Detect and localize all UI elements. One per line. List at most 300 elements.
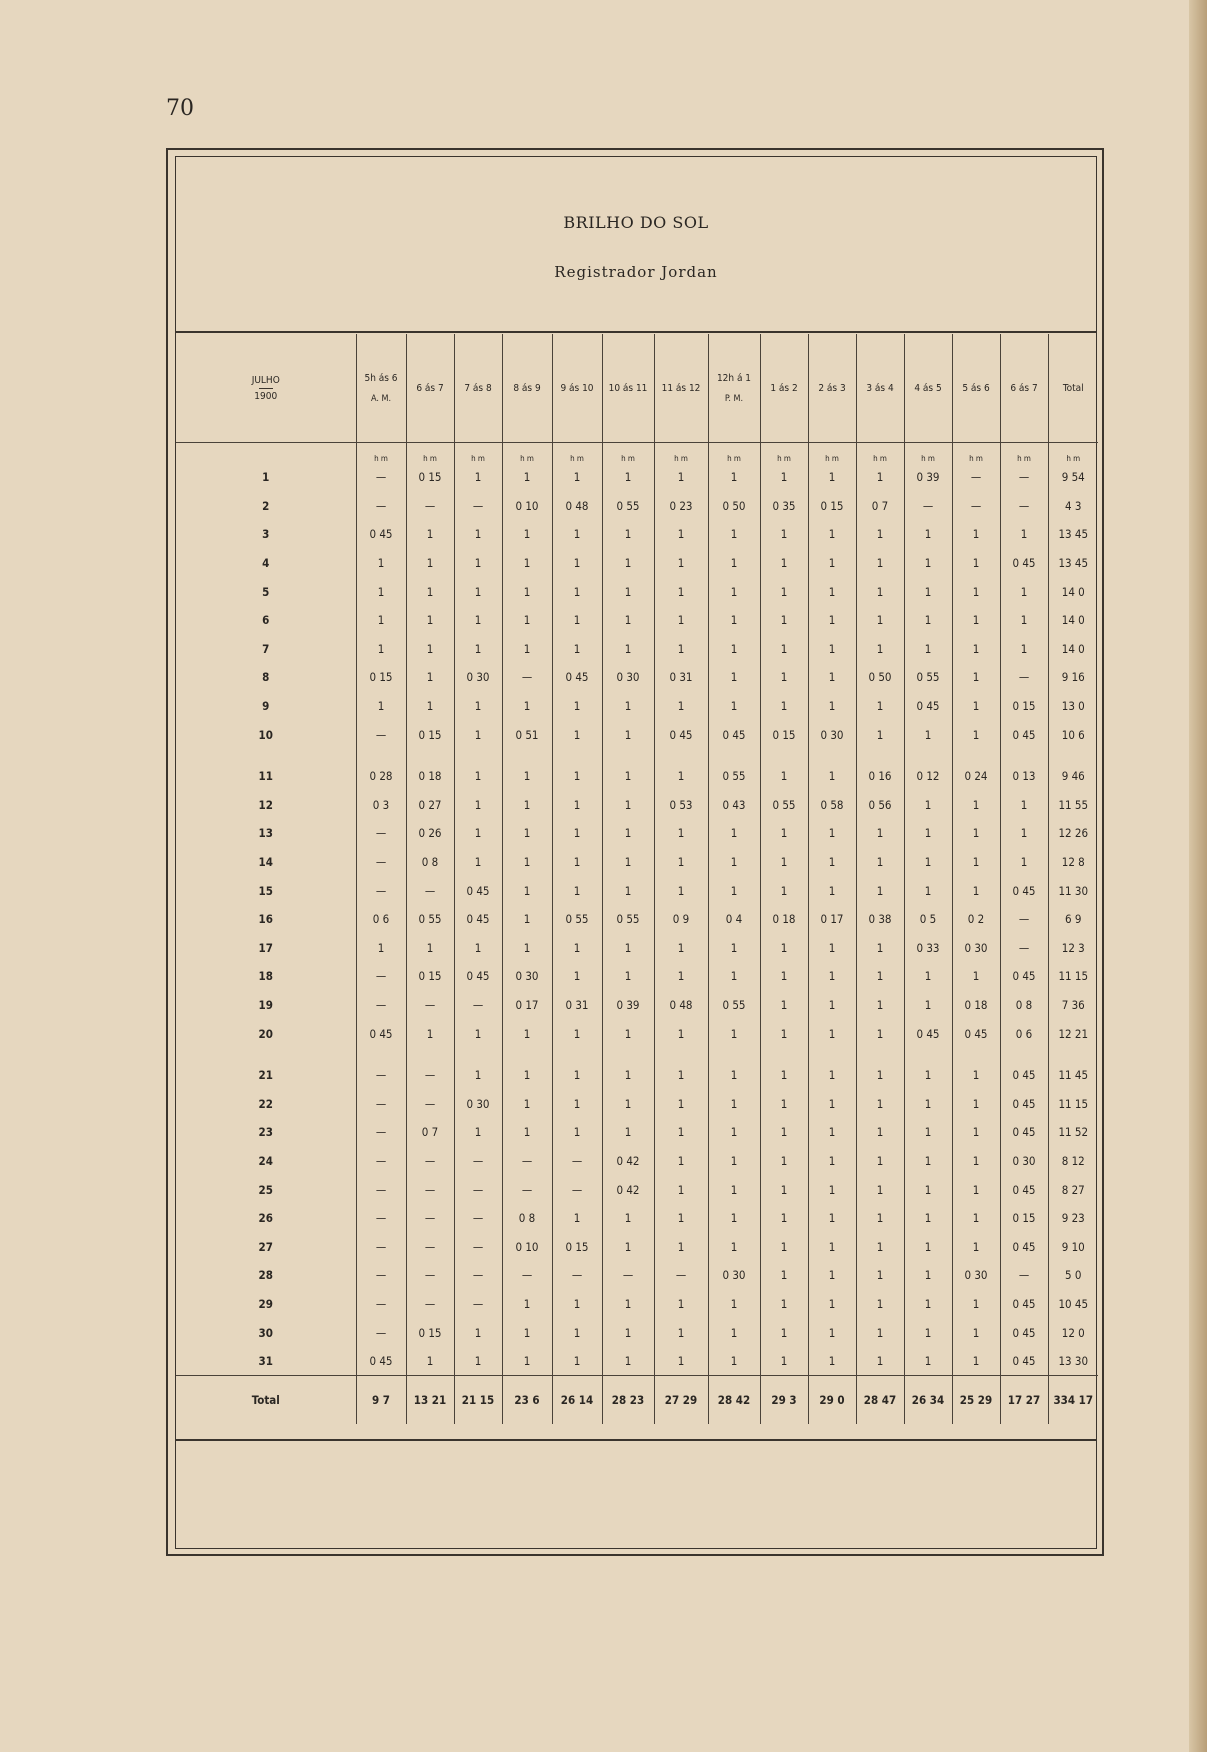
value-cell: 1 — [454, 1118, 502, 1147]
value-cell: 0 45 — [1000, 1318, 1048, 1347]
table-subtitle: Registrador Jordan — [554, 263, 718, 281]
value-cell: 1 — [552, 848, 602, 877]
gap-cell — [406, 749, 454, 762]
value-cell: 1 — [708, 463, 760, 492]
day-cell: 21 — [258, 1068, 273, 1083]
value-cell: 1 — [708, 1347, 760, 1376]
total-cell: 28 47 — [856, 1376, 904, 1425]
value-cell: 1 — [760, 876, 808, 905]
value-cell: 1 — [654, 1347, 708, 1376]
units-cell: h m — [552, 443, 602, 464]
value-cell: 1 — [454, 549, 502, 578]
value-cell: 1 — [454, 934, 502, 963]
value-cell: 1 — [356, 577, 406, 606]
value-cell: 10 45 — [1048, 1290, 1098, 1319]
value-cell: 1 — [952, 1147, 1000, 1176]
value-cell: 1 — [552, 549, 602, 578]
day-cell: 15 — [258, 883, 273, 898]
table-body — [176, 443, 1098, 1425]
value-cell: 1 — [454, 762, 502, 791]
day-cell: 7 — [262, 641, 270, 656]
value-cell: 1 — [808, 962, 856, 991]
value-cell: 1 — [708, 1147, 760, 1176]
value-cell: — — [1000, 663, 1048, 692]
value-cell: 1 — [904, 1147, 952, 1176]
day-cell: 28 — [258, 1268, 273, 1283]
column-header-label: 5h ás 6 — [364, 372, 398, 384]
value-cell: 1 — [760, 549, 808, 578]
value-cell: 0 45 — [356, 1019, 406, 1048]
value-cell: 13 30 — [1048, 1347, 1098, 1376]
value-cell: 11 15 — [1048, 1089, 1098, 1118]
value-cell: 1 — [856, 1232, 904, 1261]
value-cell: 1 — [654, 1290, 708, 1319]
value-cell: 0 45 — [654, 720, 708, 749]
day-cell: 22 — [258, 1096, 273, 1111]
value-cell: 0 15 — [1000, 1204, 1048, 1233]
month-header — [176, 334, 356, 443]
value-cell: 1 — [454, 577, 502, 606]
value-cell: 0 53 — [654, 791, 708, 820]
value-cell: 1 — [904, 1347, 952, 1376]
value-cell: 1 — [552, 606, 602, 635]
table-row — [176, 934, 1098, 963]
value-cell: 1 — [952, 791, 1000, 820]
value-cell: 0 45 — [454, 905, 502, 934]
value-cell: 1 — [602, 1118, 654, 1147]
value-cell: 1 — [808, 692, 856, 721]
column-header: 9 ás 10 — [552, 334, 602, 443]
value-cell: 1 — [502, 762, 552, 791]
value-cell: 1 — [552, 962, 602, 991]
value-cell: 1 — [454, 819, 502, 848]
value-cell: 1 — [760, 1261, 808, 1290]
value-cell: 1 — [552, 1019, 602, 1048]
value-cell: 1 — [708, 1175, 760, 1204]
value-cell: 0 8 — [1000, 991, 1048, 1020]
value-cell: 0 15 — [406, 962, 454, 991]
value-cell: 0 6 — [356, 905, 406, 934]
value-cell: 1 — [502, 606, 552, 635]
value-cell: 8 12 — [1048, 1147, 1098, 1176]
table-row — [176, 692, 1098, 721]
value-cell: 1 — [760, 1089, 808, 1118]
gap-cell — [1048, 749, 1098, 762]
value-cell: 1 — [708, 848, 760, 877]
total-cell: 29 3 — [760, 1376, 808, 1425]
units-cell: h m — [602, 443, 654, 464]
gap-cell — [454, 1048, 502, 1061]
value-cell: 1 — [952, 819, 1000, 848]
value-cell: 1 — [904, 1232, 952, 1261]
value-cell: 9 23 — [1048, 1204, 1098, 1233]
value-cell: 1 — [654, 819, 708, 848]
month-divider — [259, 388, 273, 389]
units-cell: h m — [406, 443, 454, 464]
gap-cell — [502, 1048, 552, 1061]
value-cell: 0 55 — [602, 905, 654, 934]
value-cell: 0 45 — [1000, 1118, 1048, 1147]
value-cell: — — [952, 492, 1000, 521]
value-cell: 1 — [708, 819, 760, 848]
am-label: A. M. — [370, 393, 392, 404]
units-cell: h m — [760, 443, 808, 464]
value-cell: 1 — [952, 1089, 1000, 1118]
total-cell: 28 42 — [708, 1376, 760, 1425]
units-cell: h m — [808, 443, 856, 464]
value-cell: 0 18 — [952, 991, 1000, 1020]
value-cell: 1 — [856, 1118, 904, 1147]
day-cell: 11 — [258, 769, 273, 784]
value-cell: 0 30 — [952, 934, 1000, 963]
value-cell: 1 — [856, 848, 904, 877]
value-cell: 1 — [760, 1118, 808, 1147]
value-cell: 1 — [856, 1204, 904, 1233]
value-cell: 1 — [502, 520, 552, 549]
value-cell: 1 — [356, 549, 406, 578]
units-row — [176, 443, 1098, 464]
value-cell: 1 — [356, 692, 406, 721]
value-cell: 1 — [708, 1232, 760, 1261]
value-cell: 1 — [502, 1061, 552, 1090]
value-cell: 0 6 — [1000, 1019, 1048, 1048]
value-cell: 1 — [502, 1347, 552, 1376]
value-cell: 0 8 — [502, 1204, 552, 1233]
value-cell: 0 45 — [552, 663, 602, 692]
total-label: Total — [176, 1376, 356, 1425]
value-cell: 1 — [760, 635, 808, 664]
value-cell: 0 35 — [760, 492, 808, 521]
header-rule — [176, 331, 1096, 333]
page-edge-shadow — [1189, 0, 1207, 1752]
table-row — [176, 577, 1098, 606]
value-cell: 1 — [952, 962, 1000, 991]
value-cell: 1 — [454, 1318, 502, 1347]
value-cell: 1 — [654, 577, 708, 606]
column-header: 7 ás 8 — [454, 334, 502, 443]
gap-cell — [760, 1048, 808, 1061]
value-cell: 1 — [904, 520, 952, 549]
value-cell: 1 — [904, 848, 952, 877]
value-cell: 1 — [502, 549, 552, 578]
value-cell: 1 — [856, 876, 904, 905]
value-cell: — — [406, 1089, 454, 1118]
units-cell: h m — [502, 443, 552, 464]
value-cell: 1 — [602, 1089, 654, 1118]
value-cell: 1 — [904, 1261, 952, 1290]
value-cell: 1 — [760, 762, 808, 791]
gap-cell — [552, 1048, 602, 1061]
column-header: 8 ás 9 — [502, 334, 552, 443]
value-cell: 1 — [856, 1147, 904, 1176]
value-cell: 1 — [708, 1061, 760, 1090]
bottom-rule — [176, 1439, 1096, 1441]
value-cell: 1 — [406, 1347, 454, 1376]
value-cell: 1 — [654, 1232, 708, 1261]
value-cell: 1 — [602, 463, 654, 492]
value-cell: 1 — [406, 692, 454, 721]
day-cell: 20 — [258, 1026, 273, 1041]
value-cell: 0 8 — [406, 848, 454, 877]
value-cell: — — [454, 1175, 502, 1204]
table-row — [176, 1290, 1098, 1319]
value-cell: 1 — [904, 1204, 952, 1233]
value-cell: 0 45 — [1000, 1232, 1048, 1261]
table-row — [176, 520, 1098, 549]
value-cell: 1 — [356, 635, 406, 664]
value-cell: — — [356, 1290, 406, 1319]
value-cell: 0 42 — [602, 1175, 654, 1204]
total-cell: 13 21 — [406, 1376, 454, 1425]
table-row — [176, 1261, 1098, 1290]
value-cell: 1 — [808, 663, 856, 692]
gap-cell — [952, 749, 1000, 762]
value-cell: 1 — [952, 1232, 1000, 1261]
day-cell: 10 — [258, 727, 273, 742]
value-cell: 1 — [760, 1232, 808, 1261]
value-cell: 0 28 — [356, 762, 406, 791]
table-row — [176, 663, 1098, 692]
day-cell: 2 — [262, 498, 270, 513]
sunshine-table — [176, 334, 1098, 1424]
value-cell: 9 16 — [1048, 663, 1098, 692]
value-cell: — — [406, 1061, 454, 1090]
value-cell: 1 — [602, 606, 654, 635]
day-cell: 29 — [258, 1296, 273, 1311]
value-cell: 1 — [760, 1318, 808, 1347]
value-cell: 0 39 — [602, 991, 654, 1020]
total-cell: 21 15 — [454, 1376, 502, 1425]
value-cell: 1 — [708, 876, 760, 905]
value-cell: 0 18 — [406, 762, 454, 791]
value-cell: 1 — [502, 1318, 552, 1347]
value-cell: 1 — [856, 1019, 904, 1048]
value-cell: 1 — [1000, 577, 1048, 606]
value-cell: — — [454, 1204, 502, 1233]
value-cell: 1 — [1000, 848, 1048, 877]
table-inner-frame — [175, 156, 1097, 1549]
value-cell: 0 31 — [654, 663, 708, 692]
value-cell: 0 48 — [552, 492, 602, 521]
value-cell: — — [454, 1147, 502, 1176]
value-cell: — — [406, 991, 454, 1020]
value-cell: 1 — [856, 1290, 904, 1319]
value-cell: — — [1000, 492, 1048, 521]
value-cell: 0 15 — [552, 1232, 602, 1261]
value-cell: 1 — [654, 962, 708, 991]
value-cell: 1 — [552, 1204, 602, 1233]
gap-cell — [356, 749, 406, 762]
day-cell: 6 — [262, 613, 270, 628]
value-cell: — — [406, 876, 454, 905]
value-cell: 1 — [454, 1019, 502, 1048]
value-cell: 1 — [904, 1175, 952, 1204]
value-cell: 0 17 — [808, 905, 856, 934]
value-cell: 1 — [708, 692, 760, 721]
value-cell: 0 30 — [808, 720, 856, 749]
value-cell: 1 — [904, 1318, 952, 1347]
value-cell: 1 — [454, 520, 502, 549]
gap-cell — [760, 749, 808, 762]
value-cell: 1 — [952, 549, 1000, 578]
value-cell: 1 — [856, 1061, 904, 1090]
value-cell: 1 — [952, 1204, 1000, 1233]
value-cell: 0 45 — [904, 692, 952, 721]
value-cell: 1 — [1000, 606, 1048, 635]
value-cell: 1 — [856, 520, 904, 549]
value-cell: 12 8 — [1048, 848, 1098, 877]
value-cell: 1 — [856, 1175, 904, 1204]
value-cell: 1 — [708, 635, 760, 664]
value-cell: 1 — [454, 463, 502, 492]
value-cell: 1 — [856, 692, 904, 721]
value-cell: 0 7 — [856, 492, 904, 521]
value-cell: 1 — [760, 463, 808, 492]
value-cell: 1 — [808, 819, 856, 848]
group-gap — [176, 749, 1098, 762]
value-cell: 14 0 — [1048, 606, 1098, 635]
value-cell: 1 — [502, 791, 552, 820]
day-cell: 1 — [262, 470, 270, 485]
value-cell: 1 — [502, 635, 552, 664]
value-cell: 1 — [904, 720, 952, 749]
units-cell: h m — [856, 443, 904, 464]
value-cell: 1 — [654, 692, 708, 721]
value-cell: 1 — [406, 663, 454, 692]
table-row — [176, 606, 1098, 635]
value-cell: 8 27 — [1048, 1175, 1098, 1204]
column-header: 1 ás 2 — [760, 334, 808, 443]
value-cell: 1 — [602, 549, 654, 578]
value-cell: 1 — [904, 991, 952, 1020]
value-cell: 1 — [552, 692, 602, 721]
value-cell: 1 — [952, 876, 1000, 905]
value-cell: 1 — [602, 1204, 654, 1233]
value-cell: 0 45 — [952, 1019, 1000, 1048]
value-cell: 0 55 — [602, 492, 654, 521]
value-cell: — — [356, 1118, 406, 1147]
value-cell: 1 — [856, 635, 904, 664]
column-header-label: 12h á 1 — [716, 372, 752, 384]
value-cell: 1 — [552, 762, 602, 791]
value-cell: 1 — [654, 1061, 708, 1090]
day-cell: 31 — [258, 1354, 273, 1369]
value-cell: 1 — [356, 606, 406, 635]
gap-cell — [952, 1048, 1000, 1061]
value-cell: 0 30 — [454, 1089, 502, 1118]
value-cell: — — [356, 1175, 406, 1204]
gap-cell — [552, 749, 602, 762]
day-cell: 9 — [262, 699, 270, 714]
value-cell: 1 — [808, 549, 856, 578]
value-cell: 0 10 — [502, 1232, 552, 1261]
value-cell: 1 — [602, 791, 654, 820]
value-cell: 0 45 — [1000, 1061, 1048, 1090]
value-cell: — — [356, 962, 406, 991]
value-cell: — — [952, 463, 1000, 492]
value-cell: 1 — [904, 1089, 952, 1118]
table-row — [176, 848, 1098, 877]
value-cell: — — [502, 1147, 552, 1176]
gap-cell — [602, 1048, 654, 1061]
table-row — [176, 762, 1098, 791]
value-cell: 1 — [454, 1347, 502, 1376]
value-cell: 0 13 — [1000, 762, 1048, 791]
value-cell: 1 — [654, 520, 708, 549]
column-header: 6 ás 7 — [406, 334, 454, 443]
value-cell: 1 — [552, 520, 602, 549]
value-cell: 1 — [406, 606, 454, 635]
value-cell: 1 — [952, 520, 1000, 549]
value-cell: 0 55 — [904, 663, 952, 692]
value-cell: — — [654, 1261, 708, 1290]
value-cell: — — [406, 1147, 454, 1176]
value-cell: 1 — [808, 1118, 856, 1147]
column-header — [708, 334, 760, 443]
value-cell: 1 — [760, 819, 808, 848]
value-cell: — — [552, 1175, 602, 1204]
value-cell: — — [502, 1175, 552, 1204]
value-cell: 1 — [760, 1347, 808, 1376]
value-cell: 1 — [406, 520, 454, 549]
value-cell: 1 — [502, 905, 552, 934]
value-cell: 1 — [1000, 819, 1048, 848]
value-cell: — — [356, 1261, 406, 1290]
value-cell: 0 24 — [952, 762, 1000, 791]
value-cell: 1 — [708, 962, 760, 991]
gap-cell — [708, 1048, 760, 1061]
value-cell: 1 — [808, 1347, 856, 1376]
value-cell: 4 3 — [1048, 492, 1098, 521]
value-cell: 1 — [1000, 791, 1048, 820]
value-cell: 1 — [406, 934, 454, 963]
units-cell: h m — [708, 443, 760, 464]
value-cell: 1 — [808, 1204, 856, 1233]
value-cell: 6 9 — [1048, 905, 1098, 934]
page-number: 70 — [166, 96, 194, 121]
total-cell: 26 34 — [904, 1376, 952, 1425]
value-cell: 1 — [552, 720, 602, 749]
value-cell: 14 0 — [1048, 635, 1098, 664]
value-cell: 1 — [952, 1175, 1000, 1204]
value-cell: 0 30 — [602, 663, 654, 692]
value-cell: 1 — [708, 520, 760, 549]
value-cell: 1 — [602, 1290, 654, 1319]
value-cell: 1 — [760, 663, 808, 692]
table-row — [176, 1204, 1098, 1233]
value-cell: 0 10 — [502, 492, 552, 521]
value-cell: 1 — [654, 1089, 708, 1118]
value-cell: 1 — [602, 962, 654, 991]
value-cell: 1 — [602, 635, 654, 664]
value-cell: 0 17 — [502, 991, 552, 1020]
value-cell: 0 45 — [1000, 549, 1048, 578]
table-row — [176, 1019, 1098, 1048]
value-cell: 1 — [602, 819, 654, 848]
value-cell: 1 — [856, 463, 904, 492]
gap-cell — [856, 749, 904, 762]
column-header: 6 ás 7 — [1000, 334, 1048, 443]
value-cell: — — [502, 663, 552, 692]
value-cell: 1 — [952, 606, 1000, 635]
value-cell: 1 — [502, 1290, 552, 1319]
value-cell: 1 — [904, 635, 952, 664]
table-row — [176, 819, 1098, 848]
value-cell: 0 56 — [856, 791, 904, 820]
units-cell: h m — [1000, 443, 1048, 464]
value-cell: 1 — [760, 991, 808, 1020]
value-cell: 1 — [454, 692, 502, 721]
